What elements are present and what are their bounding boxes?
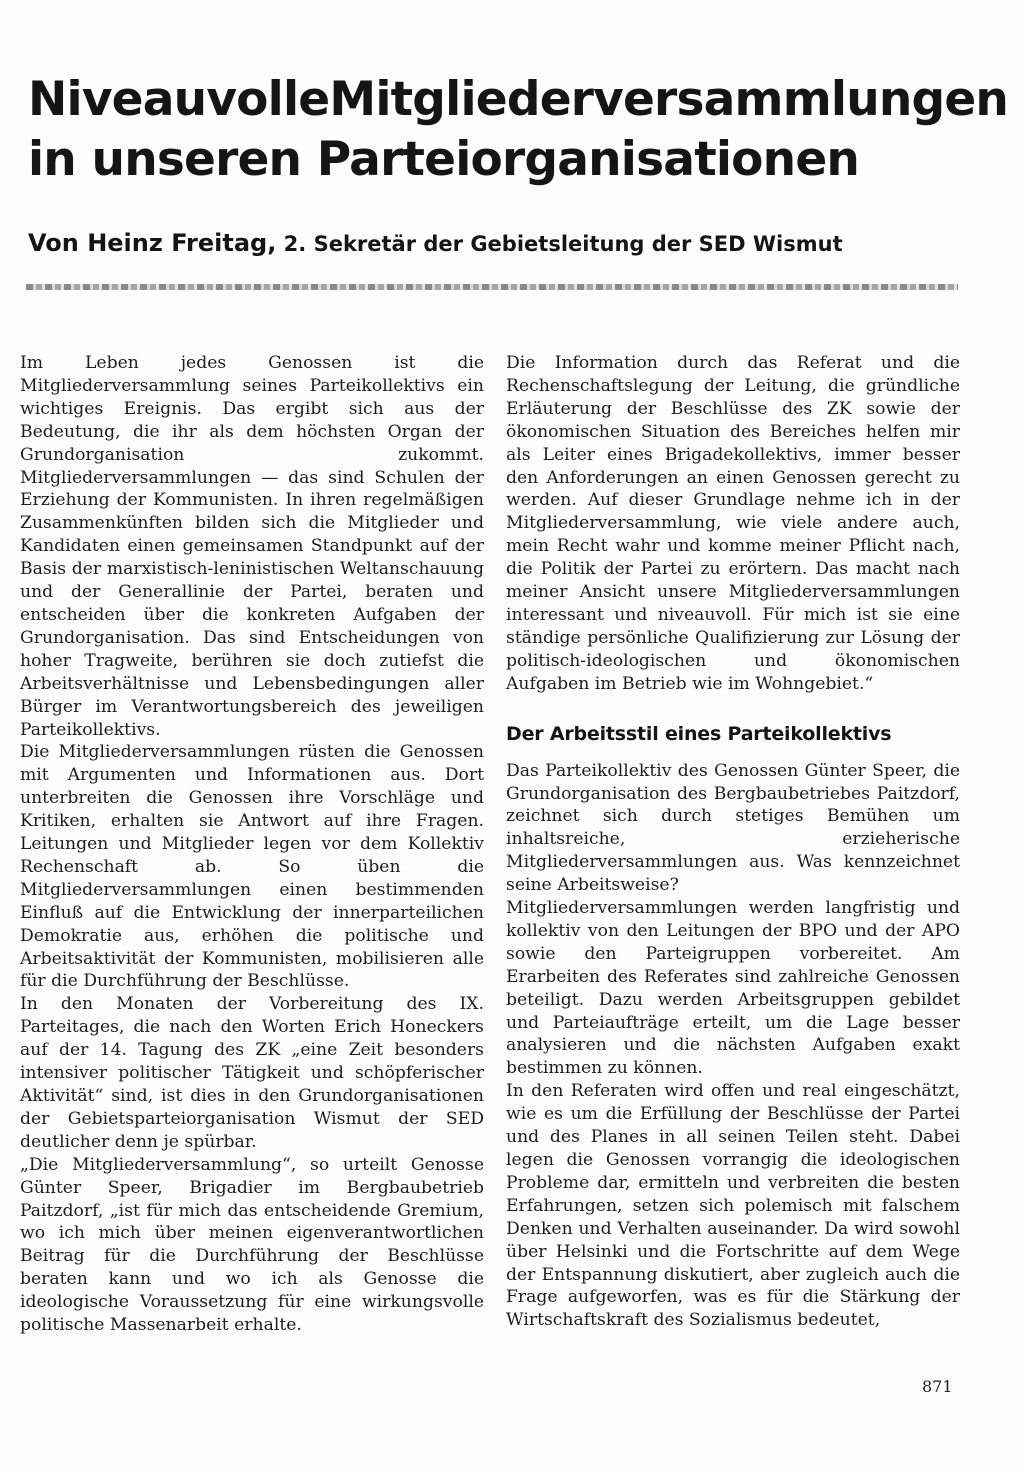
- right-column: [506, 352, 960, 1332]
- page-number: 871: [922, 1377, 953, 1396]
- paragraph: Mitgliederversammlungen werden langfristig und kollektiv von den Leitungen der BPO und der APO sowie den Parteigruppen vorbereitet. Am Erarbeiten des Referates sind zahlreiche Genossen beteiligt. Dazu werden Arbeitsgruppen gebildet und Parteiaufträge erteilt, um die Lage besser analysieren und die nächsten Aufgaben exakt bestimmen zu können.: [506, 898, 960, 1079]
- paragraph: Die Information durch das Referat und die Rechenschaftslegung der Leitung, die gründliche Erläuterung der Beschlüsse des ZK sowie der ökonomischen Situation des Bereiches helfen mir als Leiter eines Brigadekollektivs, immer besser den Anforderungen an einen Genossen gerecht zu werden. Auf dieser Grundlage nehme ich in der Mitgliederversammlung, wie viele andere auch, mein Recht wahr und komme meiner Pflicht nach, die Politik der Partei zu erörtern. Das macht nach meiner Ansicht unsere Mitgliederversammlungen interessant und niveauvoll. Für mich ist sie eine ständige persönliche Qualifizierung zur Lösung der politisch-ideologischen und ökonomischen Aufgaben im Betrieb wie im Wohngebiet.“: [506, 353, 960, 694]
- byline-role: 2. Sekretär der Gebietsleitung der SED Wismut: [283, 232, 843, 256]
- paragraph: „Die Mitgliederversammlung“, so urteilt Genosse Günter Speer, Brigadier im Bergbaubetrieb Paitzdorf, „ist für mich das entscheidende Gremium, wo ich mich über meinen eigenverantwortlichen Beitrag für die Durchführung der Beschlüsse beraten kann und wo ich als Genosse die ideologische Voraussetzung für eine wirkungsvolle politische Massenarbeit erhalte.: [20, 1154, 484, 1336]
- article-title-line-1: NiveauvolleMitgliederversammlungen: [28, 72, 1009, 127]
- article-title-line-2: in unseren Parteiorganisationen: [28, 132, 860, 187]
- article-title: [28, 70, 1009, 190]
- left-column: [20, 352, 484, 1337]
- paragraph: Im Leben jedes Genossen ist die Mitgliederversammlung seines Parteikollektivs ein wichtiges Ereignis. Das ergibt sich aus der Bedeutung, die ihr als dem höchsten Organ der Grundorganisation zukommt. Mitgliederversammlungen — das sind Schulen der Erziehung der Kommunisten. In ihren regelmäßigen Zusammenkünften bilden sich die Mitglieder und Kandidaten einen gemeinsamen Standpunkt auf der Basis der marxistisch-leninistischen Weltanschauung und der Generallinie der Partei, beraten und entscheiden über die konkreten Aufgaben der Grundorganisation. Das sind Entscheidungen von hoher Tragweite, berühren sie doch zutiefst die Arbeitsverhältnisse und Lebensbedingungen aller Bürger im Verantwortungsbereich des jeweiligen Parteikollektivs.: [20, 353, 484, 740]
- byline-author: Von Heinz Freitag,: [28, 229, 277, 257]
- paragraph: In den Referaten wird offen und real eingeschätzt, wie es um die Erfüllung der Beschlüsse der Partei und des Planes in all seinen Teilen steht. Dabei legen die Genossen vorrangig die ideologischen Probleme dar, ermitteln und verbreiten die besten Erfahrungen, setzen sich polemisch mit falschem Denken und Verhalten auseinander. Da wird sowohl über Helsinki und die Fortschritte auf dem Wege der Entspannung diskutiert, aber zugleich auch die Frage aufgeworfen, was es für die Stärkung der Wirtschaftskraft des Sozialismus bedeutet,: [506, 1081, 960, 1331]
- article-byline: [28, 226, 988, 261]
- section-heading: Der Arbeitsstil eines Parteikollektivs: [506, 722, 892, 745]
- paragraph: Das Parteikollektiv des Genossen Günter Speer, die Grundorganisation des Bergbaubetriebes Paitzdorf, zeichnet sich durch stetiges Bemühen um inhaltsreiche, erzieherische Mitgliederversammlungen aus. Was kennzeichnet seine Arbeitsweise?: [506, 760, 960, 896]
- title-divider: [26, 284, 958, 290]
- paragraph: In den Monaten der Vorbereitung des IX. Parteitages, die nach den Worten Erich Honeckers auf der 14. Tagung des ZK „eine Zeit besonders intensiver politischer Tätigkeit und schöpferischer Aktivität“ sind, ist dies in den Grundorganisationen der Gebietsparteiorganisation Wismut der SED deutlicher denn je spürbar.: [20, 994, 484, 1152]
- paragraph: Die Mitgliederversammlungen rüsten die Genossen mit Argumenten und Informationen aus. Dort unterbreiten die Genossen ihre Vorschläge und Kritiken, erhalten sie Antwort auf ihre Fragen. Leitungen und Mitglieder legen vor dem Kollektiv Rechenschaft ab. So üben die Mitgliederversammlungen einen bestimmenden Einfluß auf die Entwicklung der innerparteilichen Demokratie aus, erhöhen die politische und Arbeitsaktivität der Kommunisten, mobilisieren alle für die Durchführung der Beschlüsse.: [20, 742, 484, 992]
